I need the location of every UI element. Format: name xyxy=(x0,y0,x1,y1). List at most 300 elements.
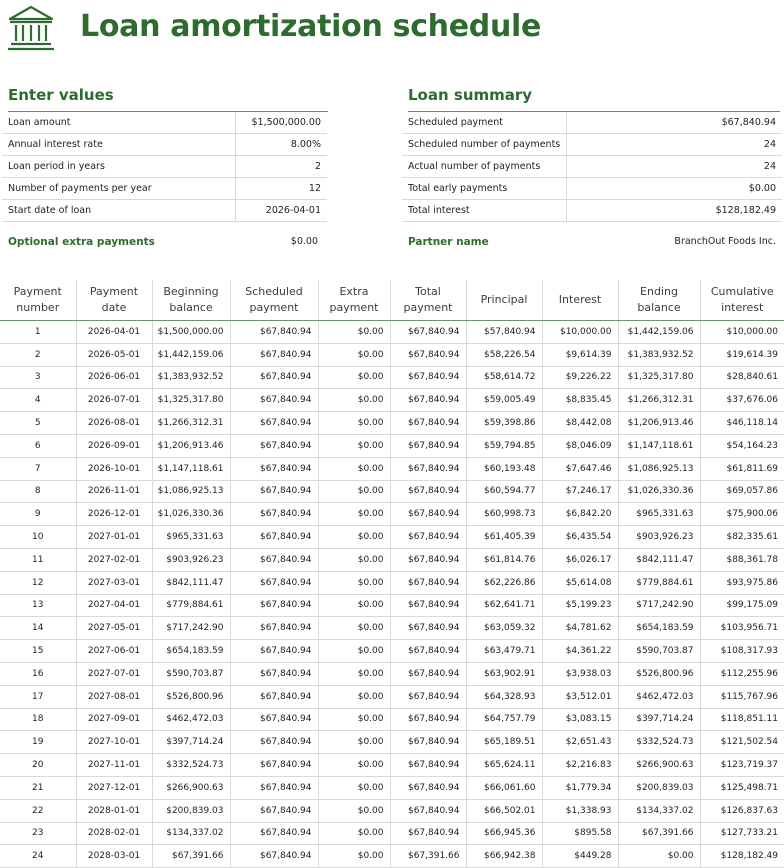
table-cell: $8,442.08 xyxy=(542,412,618,435)
table-cell: $266,900.63 xyxy=(152,776,230,799)
table-cell: 15 xyxy=(0,640,76,663)
table-cell: $1,026,330.36 xyxy=(618,480,700,503)
input-label: Loan period in years xyxy=(2,156,235,178)
table-cell: $6,026.17 xyxy=(542,548,618,571)
column-header xyxy=(318,280,390,321)
table-cell: 19 xyxy=(0,731,76,754)
table-cell: $67,840.94 xyxy=(230,776,318,799)
table-cell: $67,840.94 xyxy=(230,526,318,549)
partner-name-value: BranchOut Foods Inc. xyxy=(674,236,776,247)
table-cell: $54,164.23 xyxy=(700,434,784,457)
table-cell: $67,840.94 xyxy=(390,708,466,731)
table-cell: $67,840.94 xyxy=(390,662,466,685)
table-cell: $121,502.54 xyxy=(700,731,784,754)
table-cell: $75,900.06 xyxy=(700,503,784,526)
table-row xyxy=(0,412,784,435)
input-value[interactable]: $1,500,000.00 xyxy=(235,112,327,134)
table-row xyxy=(0,457,784,480)
table-row xyxy=(0,366,784,389)
table-cell: $28,840.61 xyxy=(700,366,784,389)
table-cell: $0.00 xyxy=(318,617,390,640)
table-cell: $6,435.54 xyxy=(542,526,618,549)
table-cell: 2027-12-01 xyxy=(76,776,152,799)
table-cell: $779,884.61 xyxy=(618,571,700,594)
table-cell: $0.00 xyxy=(318,526,390,549)
table-cell: 2028-01-01 xyxy=(76,799,152,822)
table-cell: 5 xyxy=(0,412,76,435)
table-cell: $0.00 xyxy=(318,503,390,526)
table-cell: $0.00 xyxy=(318,548,390,571)
table-cell: $67,840.94 xyxy=(390,412,466,435)
table-cell: $67,840.94 xyxy=(390,457,466,480)
table-cell: $66,502.01 xyxy=(466,799,542,822)
table-row xyxy=(0,594,784,617)
column-header-text: Extra xyxy=(339,285,369,298)
table-cell: 2028-03-01 xyxy=(76,845,152,868)
table-cell: $128,182.49 xyxy=(700,845,784,868)
table-cell: $0.00 xyxy=(318,685,390,708)
table-row xyxy=(0,343,784,366)
summary-label: Scheduled number of payments xyxy=(402,134,567,156)
table-cell: 8 xyxy=(0,480,76,503)
table-cell: $69,057.86 xyxy=(700,480,784,503)
table-cell: $903,926.23 xyxy=(618,526,700,549)
column-header-text: Principal xyxy=(480,293,528,306)
table-cell: $67,840.94 xyxy=(230,662,318,685)
column-header xyxy=(230,280,318,321)
table-cell: 2028-02-01 xyxy=(76,822,152,845)
table-cell: $3,512.01 xyxy=(542,685,618,708)
column-header xyxy=(152,280,230,321)
input-value[interactable]: 2 xyxy=(235,156,327,178)
column-header-text: Total xyxy=(415,285,441,298)
table-cell: 17 xyxy=(0,685,76,708)
amortization-schedule-table xyxy=(0,280,784,868)
table-cell: 2026-08-01 xyxy=(76,412,152,435)
table-cell: 2026-07-01 xyxy=(76,389,152,412)
table-cell: 2027-04-01 xyxy=(76,594,152,617)
table-cell: 2026-12-01 xyxy=(76,503,152,526)
table-cell: $1,500,000.00 xyxy=(152,321,230,344)
table-cell: 13 xyxy=(0,594,76,617)
column-header-text: balance xyxy=(637,301,681,314)
table-cell: $1,147,118.61 xyxy=(618,434,700,457)
table-row xyxy=(0,321,784,344)
table-cell: $59,398.86 xyxy=(466,412,542,435)
table-cell: $67,840.94 xyxy=(230,366,318,389)
table-cell: $67,840.94 xyxy=(230,412,318,435)
table-cell: $903,926.23 xyxy=(152,548,230,571)
table-cell: $965,331.63 xyxy=(618,503,700,526)
table-cell: $0.00 xyxy=(318,434,390,457)
column-header-text: balance xyxy=(169,301,213,314)
summary-value: $128,182.49 xyxy=(567,200,782,222)
table-cell: $57,840.94 xyxy=(466,321,542,344)
table-cell: $895.58 xyxy=(542,822,618,845)
table-cell: $67,391.66 xyxy=(618,822,700,845)
table-cell: $67,840.94 xyxy=(390,685,466,708)
table-cell: 7 xyxy=(0,457,76,480)
summary-value: $67,840.94 xyxy=(567,112,782,134)
table-cell: 18 xyxy=(0,708,76,731)
summary-row xyxy=(402,156,782,178)
table-row xyxy=(0,822,784,845)
table-cell: $134,337.02 xyxy=(152,822,230,845)
loan-summary-heading: Loan summary xyxy=(408,86,780,112)
table-cell: 2026-06-01 xyxy=(76,366,152,389)
table-cell: $0.00 xyxy=(318,776,390,799)
table-cell: $842,111.47 xyxy=(152,571,230,594)
table-cell: $67,840.94 xyxy=(390,480,466,503)
table-cell: $67,840.94 xyxy=(390,640,466,663)
column-header-text: Payment xyxy=(89,285,139,298)
table-cell: $67,840.94 xyxy=(390,617,466,640)
summary-label: Actual number of payments xyxy=(402,156,567,178)
table-cell: $67,840.94 xyxy=(390,503,466,526)
table-cell: 2 xyxy=(0,343,76,366)
table-cell: $65,189.51 xyxy=(466,731,542,754)
table-cell: $67,840.94 xyxy=(390,434,466,457)
partner-name-row xyxy=(408,232,489,252)
enter-values-row xyxy=(2,112,327,134)
table-row xyxy=(0,526,784,549)
table-cell: 6 xyxy=(0,434,76,457)
table-row xyxy=(0,776,784,799)
table-cell: $64,757.79 xyxy=(466,708,542,731)
table-row xyxy=(0,617,784,640)
table-cell: $1,325,317.80 xyxy=(618,366,700,389)
table-cell: $67,840.94 xyxy=(230,685,318,708)
table-cell: $67,840.94 xyxy=(230,594,318,617)
summary-row xyxy=(402,112,782,134)
table-cell: 2027-07-01 xyxy=(76,662,152,685)
table-cell: $60,193.48 xyxy=(466,457,542,480)
table-cell: $0.00 xyxy=(318,412,390,435)
summary-value: $0.00 xyxy=(567,178,782,200)
column-header-text: Cumulative xyxy=(710,285,774,298)
table-cell: $63,059.32 xyxy=(466,617,542,640)
table-cell: $0.00 xyxy=(318,366,390,389)
table-cell: $63,902.91 xyxy=(466,662,542,685)
table-cell: $1,086,925.13 xyxy=(618,457,700,480)
table-cell: $1,206,913.46 xyxy=(618,412,700,435)
table-row xyxy=(0,434,784,457)
table-cell: $717,242.90 xyxy=(618,594,700,617)
table-cell: $1,147,118.61 xyxy=(152,457,230,480)
column-header-text: Scheduled xyxy=(245,285,303,298)
column-header-text: Payment xyxy=(13,285,62,298)
table-cell: $8,835.45 xyxy=(542,389,618,412)
table-cell: $67,840.94 xyxy=(390,343,466,366)
table-cell: $61,811.69 xyxy=(700,457,784,480)
table-cell: $266,900.63 xyxy=(618,754,700,777)
table-cell: $67,840.94 xyxy=(230,457,318,480)
summary-label: Total interest xyxy=(402,200,567,222)
table-cell: $654,183.59 xyxy=(618,617,700,640)
table-cell: $67,391.66 xyxy=(152,845,230,868)
bank-icon xyxy=(6,4,56,52)
table-cell: $526,800.96 xyxy=(618,662,700,685)
summary-label: Total early payments xyxy=(402,178,567,200)
optional-extra-payments-row xyxy=(8,232,155,252)
table-cell: $67,840.94 xyxy=(230,571,318,594)
column-header xyxy=(542,280,618,321)
enter-values-row xyxy=(2,178,327,200)
table-cell: $46,118.14 xyxy=(700,412,784,435)
column-header xyxy=(390,280,466,321)
table-cell: $66,945.36 xyxy=(466,822,542,845)
table-cell: $1,383,932.52 xyxy=(152,366,230,389)
table-cell: $3,938.03 xyxy=(542,662,618,685)
table-cell: 11 xyxy=(0,548,76,571)
input-label: Number of payments per year xyxy=(2,178,235,200)
table-row xyxy=(0,571,784,594)
table-cell: $61,405.39 xyxy=(466,526,542,549)
table-cell: $60,594.77 xyxy=(466,480,542,503)
table-cell: 2027-02-01 xyxy=(76,548,152,571)
enter-values-table xyxy=(2,112,327,222)
table-cell: 24 xyxy=(0,845,76,868)
table-cell: $67,840.94 xyxy=(230,343,318,366)
table-cell: $108,317.93 xyxy=(700,640,784,663)
table-cell: $67,840.94 xyxy=(390,754,466,777)
table-cell: $88,361.78 xyxy=(700,548,784,571)
table-cell: $7,647.46 xyxy=(542,457,618,480)
table-cell: $0.00 xyxy=(318,343,390,366)
table-cell: $965,331.63 xyxy=(152,526,230,549)
table-cell: $64,328.93 xyxy=(466,685,542,708)
table-row xyxy=(0,640,784,663)
table-cell: $5,614.08 xyxy=(542,571,618,594)
table-row xyxy=(0,389,784,412)
table-cell: $0.00 xyxy=(318,822,390,845)
table-cell: $0.00 xyxy=(318,708,390,731)
table-cell: $37,676.06 xyxy=(700,389,784,412)
summary-row xyxy=(402,178,782,200)
table-cell: $0.00 xyxy=(318,321,390,344)
optional-extra-payments-value[interactable]: $0.00 xyxy=(290,236,318,247)
table-row xyxy=(0,731,784,754)
column-header xyxy=(700,280,784,321)
table-cell: $66,061.60 xyxy=(466,776,542,799)
table-cell: $526,800.96 xyxy=(152,685,230,708)
table-cell: $123,719.37 xyxy=(700,754,784,777)
input-label: Start date of loan xyxy=(2,200,235,222)
table-cell: $62,641.71 xyxy=(466,594,542,617)
table-cell: 2026-11-01 xyxy=(76,480,152,503)
table-cell: $67,391.66 xyxy=(390,845,466,868)
table-cell: $67,840.94 xyxy=(390,776,466,799)
table-row xyxy=(0,754,784,777)
table-cell: $62,226.86 xyxy=(466,571,542,594)
table-cell: $67,840.94 xyxy=(230,708,318,731)
input-value[interactable]: 8.00% xyxy=(235,134,327,156)
table-cell: $60,998.73 xyxy=(466,503,542,526)
table-row xyxy=(0,708,784,731)
summary-row xyxy=(402,134,782,156)
table-cell: $3,083.15 xyxy=(542,708,618,731)
column-header xyxy=(76,280,152,321)
table-cell: $332,524.73 xyxy=(618,731,700,754)
table-cell: $99,175.09 xyxy=(700,594,784,617)
summary-value: 24 xyxy=(567,134,782,156)
column-header-text: date xyxy=(101,301,127,314)
table-cell: $67,840.94 xyxy=(230,389,318,412)
table-cell: $462,472.03 xyxy=(152,708,230,731)
page-title: Loan amortization schedule xyxy=(80,9,542,44)
table-cell: $67,840.94 xyxy=(230,548,318,571)
table-cell: 21 xyxy=(0,776,76,799)
table-cell: $67,840.94 xyxy=(230,480,318,503)
summary-label: Scheduled payment xyxy=(402,112,567,134)
table-cell: $59,005.49 xyxy=(466,389,542,412)
table-cell: $67,840.94 xyxy=(230,640,318,663)
table-cell: $449.28 xyxy=(542,845,618,868)
table-cell: $0.00 xyxy=(318,594,390,617)
table-cell: $7,246.17 xyxy=(542,480,618,503)
loan-summary-table xyxy=(402,112,782,222)
column-header xyxy=(466,280,542,321)
table-cell: 10 xyxy=(0,526,76,549)
table-cell: 16 xyxy=(0,662,76,685)
table-cell: $67,840.94 xyxy=(390,526,466,549)
table-cell: $59,794.85 xyxy=(466,434,542,457)
table-cell: $397,714.24 xyxy=(152,731,230,754)
table-cell: $67,840.94 xyxy=(230,822,318,845)
table-cell: $66,942.38 xyxy=(466,845,542,868)
input-value[interactable]: 12 xyxy=(235,178,327,200)
column-header xyxy=(618,280,700,321)
optional-extra-payments-label: Optional extra payments xyxy=(8,236,155,248)
table-cell: $1,442,159.06 xyxy=(152,343,230,366)
table-row xyxy=(0,480,784,503)
table-cell: $67,840.94 xyxy=(390,731,466,754)
table-cell: $1,086,925.13 xyxy=(152,480,230,503)
column-header-text: Ending xyxy=(640,285,678,298)
table-cell: $67,840.94 xyxy=(230,434,318,457)
table-cell: $67,840.94 xyxy=(230,845,318,868)
table-cell: $9,226.22 xyxy=(542,366,618,389)
summary-row xyxy=(402,200,782,222)
table-cell: 2027-08-01 xyxy=(76,685,152,708)
table-cell: $9,614.39 xyxy=(542,343,618,366)
table-cell: $10,000.00 xyxy=(542,321,618,344)
table-cell: $1,266,312.31 xyxy=(618,389,700,412)
table-cell: 2027-10-01 xyxy=(76,731,152,754)
table-cell: $1,026,330.36 xyxy=(152,503,230,526)
column-header-text: payment xyxy=(249,301,299,314)
table-cell: $4,781.62 xyxy=(542,617,618,640)
table-cell: $0.00 xyxy=(318,571,390,594)
input-label: Annual interest rate xyxy=(2,134,235,156)
table-cell: $67,840.94 xyxy=(390,571,466,594)
column-header-text: payment xyxy=(403,301,453,314)
table-cell: 2027-06-01 xyxy=(76,640,152,663)
table-cell: $397,714.24 xyxy=(618,708,700,731)
table-cell: $125,498.71 xyxy=(700,776,784,799)
table-row xyxy=(0,662,784,685)
table-cell: $332,524.73 xyxy=(152,754,230,777)
table-cell: $118,851.11 xyxy=(700,708,784,731)
column-header-text: number xyxy=(16,301,60,314)
column-header xyxy=(0,280,76,321)
table-row xyxy=(0,685,784,708)
table-cell: $1,206,913.46 xyxy=(152,434,230,457)
table-cell: $0.00 xyxy=(318,389,390,412)
table-cell: $67,840.94 xyxy=(390,321,466,344)
table-cell: $462,472.03 xyxy=(618,685,700,708)
input-label: Loan amount xyxy=(2,112,235,134)
table-cell: $654,183.59 xyxy=(152,640,230,663)
table-cell: 4 xyxy=(0,389,76,412)
table-cell: $67,840.94 xyxy=(230,754,318,777)
table-cell: $200,839.03 xyxy=(152,799,230,822)
header xyxy=(6,4,56,52)
table-cell: $779,884.61 xyxy=(152,594,230,617)
table-cell: $115,767.96 xyxy=(700,685,784,708)
table-cell: $126,837.63 xyxy=(700,799,784,822)
table-cell: 2026-05-01 xyxy=(76,343,152,366)
table-row xyxy=(0,845,784,868)
enter-values-heading: Enter values xyxy=(8,86,328,112)
table-cell: $10,000.00 xyxy=(700,321,784,344)
table-cell: $590,703.87 xyxy=(152,662,230,685)
input-value[interactable]: 2026-04-01 xyxy=(235,200,327,222)
table-cell: $0.00 xyxy=(318,457,390,480)
table-cell: $58,614.72 xyxy=(466,366,542,389)
table-cell: $67,840.94 xyxy=(230,731,318,754)
table-cell: $2,216.83 xyxy=(542,754,618,777)
table-cell: $103,956.71 xyxy=(700,617,784,640)
schedule-header-row xyxy=(0,280,784,321)
table-cell: $1,266,312.31 xyxy=(152,412,230,435)
table-cell: 2026-10-01 xyxy=(76,457,152,480)
table-cell: $6,842.20 xyxy=(542,503,618,526)
table-cell: $93,975.86 xyxy=(700,571,784,594)
table-cell: 3 xyxy=(0,366,76,389)
table-cell: $0.00 xyxy=(318,731,390,754)
table-cell: 23 xyxy=(0,822,76,845)
table-cell: $1,779.34 xyxy=(542,776,618,799)
table-cell: 2027-09-01 xyxy=(76,708,152,731)
table-cell: $67,840.94 xyxy=(390,366,466,389)
table-cell: $8,046.09 xyxy=(542,434,618,457)
table-cell: $61,814.76 xyxy=(466,548,542,571)
column-header-text: Beginning xyxy=(163,285,219,298)
table-cell: 1 xyxy=(0,321,76,344)
table-cell: 2026-04-01 xyxy=(76,321,152,344)
table-row xyxy=(0,548,784,571)
column-header-text: interest xyxy=(721,301,764,314)
table-cell: $67,840.94 xyxy=(230,503,318,526)
table-cell: 2027-01-01 xyxy=(76,526,152,549)
table-cell: 2027-05-01 xyxy=(76,617,152,640)
table-cell: $200,839.03 xyxy=(618,776,700,799)
table-cell: $67,840.94 xyxy=(390,548,466,571)
column-header-text: payment xyxy=(329,301,379,314)
table-cell: 20 xyxy=(0,754,76,777)
table-cell: $67,840.94 xyxy=(230,321,318,344)
table-cell: $2,651.43 xyxy=(542,731,618,754)
table-cell: $1,338.93 xyxy=(542,799,618,822)
table-cell: 2027-03-01 xyxy=(76,571,152,594)
table-cell: $67,840.94 xyxy=(390,822,466,845)
table-cell: $58,226.54 xyxy=(466,343,542,366)
table-cell: $0.00 xyxy=(318,480,390,503)
table-cell: $0.00 xyxy=(318,799,390,822)
summary-value: 24 xyxy=(567,156,782,178)
table-cell: $590,703.87 xyxy=(618,640,700,663)
